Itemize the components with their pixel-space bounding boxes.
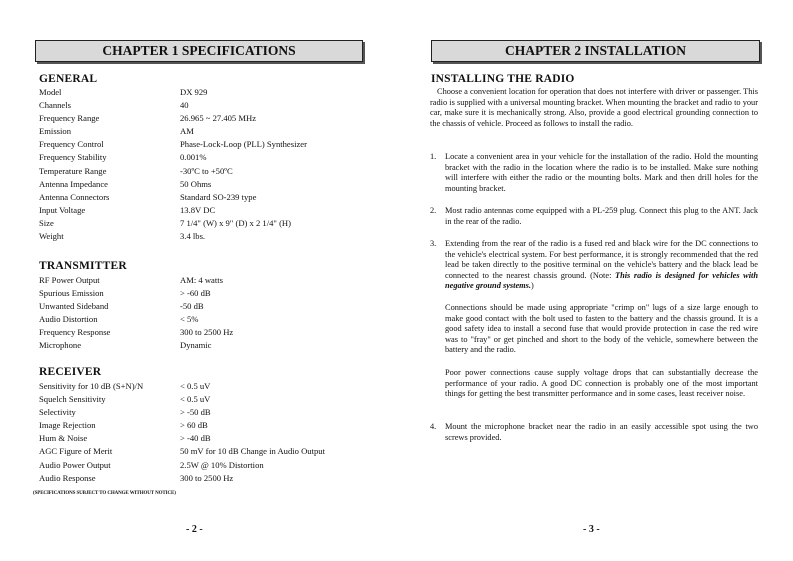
spec-label: Input Voltage [39,204,86,215]
general-spec-table [39,86,307,243]
spec-label: RF Power Output [39,275,100,285]
spec-label: Weight [39,231,64,242]
spec-row [39,191,307,204]
spec-label: Frequency Response [39,327,111,338]
spec-label: Audio Response [39,472,96,483]
spec-label: Antenna Impedance [39,178,108,189]
spec-label: Selectivity [39,407,76,418]
spec-value: Phase-Lock-Loop (PLL) Synthesizer [180,139,307,150]
spec-label: Frequency Range [39,113,100,124]
spec-label: Frequency Stability [39,152,107,163]
spec-label: Channels [39,100,71,111]
spec-row [39,230,307,243]
spec-value: DX 929 [180,87,208,97]
spec-label: Temperature Range [39,165,107,176]
instruction-item [430,152,758,194]
spec-label: Size [39,217,54,228]
spec-row [39,125,307,138]
spec-row [39,313,233,326]
spec-label: Audio Distortion [39,314,98,325]
installing-heading: INSTALLING THE RADIO [431,73,575,85]
spec-value: 50 mV for 10 dB Change in Audio Output [180,446,325,457]
spec-value: 13.8V DC [180,204,216,215]
chapter-1-title: CHAPTER 1 SPECIFICATIONS [35,40,363,62]
transmitter-spec-table [39,274,233,353]
spec-row [39,204,307,217]
spec-value: 50 Ohms [180,178,212,189]
spec-label: Squelch Sensitivity [39,394,106,405]
spec-row [39,406,325,419]
spec-value: Dynamic [180,340,212,351]
spec-row [39,300,233,313]
spec-value: AM: 4 watts [180,275,223,285]
instruction-item [430,239,758,292]
instruction-item [430,206,758,227]
spec-label: Hum & Noise [39,433,88,444]
item-number: 2. [430,206,437,215]
spec-label: Image Rejection [39,420,96,431]
spec-row [39,287,233,300]
spec-label: Emission [39,126,71,137]
spec-value: 2.5W @ 10% Distortion [180,459,264,470]
spec-row [39,112,307,125]
note-close: ) [531,281,534,290]
spec-value: 26.965 ~ 27.405 MHz [180,113,257,124]
spec-value: -30ºC to +50ºC [180,165,233,176]
right-page [396,0,793,561]
spec-value: 0.001% [180,152,207,163]
spec-value: 300 to 2500 Hz [180,327,234,338]
spec-value: -50 dB [180,301,204,312]
spec-value: < 5% [180,314,199,325]
spec-label: Frequency Control [39,139,104,150]
spec-value: < 0.5 uV [180,381,211,391]
spec-row [39,459,325,472]
spec-row [39,339,233,352]
item-number: 1. [430,152,437,161]
spec-row [39,432,325,445]
spec-value: > -60 dB [180,288,211,299]
spec-label: Model [39,87,62,97]
item-number: 3. [430,239,437,248]
spec-row [39,151,307,164]
item-text: Most radio antennas come equipped with a PL-259 plug. Connect this plug to the ANT. Jack in the rear of the radio. [445,206,758,226]
spec-value: < 0.5 uV [180,394,211,405]
item-text: Locate a convenient area in your vehicle for the installation of the radio. Hold the mounting bracket with the radio in the location where the radio is to be installed. Make sure nothing will interfere with either the radio or the mounting bolts. Mark and then drill holes for the mounting bracket. [445,152,758,193]
instruction-item [430,422,758,443]
spec-value: 300 to 2500 Hz [180,472,234,483]
spec-label: Microphone [39,340,82,351]
spec-row [39,445,325,458]
spec-row [39,326,233,339]
connections-paragraph: Connections should be made using appropriate "crimp on" lugs of a size large enough to make good contact with the bolt used to fasten to the battery and the chassis ground. It is a good safety idea to install a second fuse that would provide protection in case the red wire was to "fray" or get pinched and short to the body of the vehicle, somewhere between the battery and the radio. [445,303,758,354]
transmitter-heading: TRANSMITTER [39,260,127,272]
intro-paragraph: Choose a convenient location for operation that does not interfere with driver or passenger. This radio is supplied with a universal mounting bracket. When mounting the bracket and radio to your car, make sure it is mechanically strong. Also, provide a good electrical grounding connection to the chassis of vehicle. Proceed as follows to install the radio. [430,87,758,128]
spec-row [39,138,307,151]
spec-value: AM [180,126,194,137]
specifications-footnote: (SPECIFICATIONS SUBJECT TO CHANGE WITHOUT NOTICE) [33,491,176,496]
spec-label: AGC Figure of Merit [39,446,113,457]
general-heading: GENERAL [39,73,98,85]
item-text: Mount the microphone bracket near the radio in an easily accessible spot using the two screws provided. [445,422,758,442]
page-number: - 2 - [186,524,203,535]
spec-row [39,393,325,406]
spec-row [39,86,307,99]
item-number: 4. [430,422,437,431]
spec-row [39,99,307,112]
spec-value: 7 1/4" (W) x 9" (D) x 2 1/4" (H) [180,217,292,228]
spec-value: Standard SO-239 type [180,191,257,202]
spec-value: > -40 dB [180,433,211,444]
chapter-2-title: CHAPTER 2 INSTALLATION [431,40,760,62]
receiver-heading: RECEIVER [39,366,102,378]
power-paragraph: Poor power connections cause supply voltage drops that can substantially decrease the performance of your radio. A good DC connection is probably one of the most important things for getting the best transmitter performance and in some cases, least receiver noise. [445,368,758,398]
spec-value: > 60 dB [180,420,208,431]
receiver-spec-table [39,380,325,485]
spec-row [39,217,307,230]
spec-label: Antenna Connectors [39,191,110,202]
item-text [445,239,758,292]
spec-row [39,274,233,287]
note-open: (Note: [590,270,615,280]
spec-value: > -50 dB [180,407,211,418]
spec-row [39,178,307,191]
spec-row [39,472,325,485]
spec-label: Audio Power Output [39,459,111,470]
spec-row [39,165,307,178]
spec-row [39,380,325,393]
left-page [0,0,396,561]
page-number: - 3 - [583,524,600,535]
spec-value: 3.4 lbs. [180,231,206,242]
spec-label: Unwanted Sideband [39,301,109,312]
spec-label: Sensitivity for 10 dB (S+N)/N [39,381,144,391]
spec-label: Spurious Emission [39,288,104,299]
spec-value: 40 [180,100,189,111]
note-emphasis: This radio is designed for vehicles with negative ground systems. [445,270,759,290]
item-body: Extending from the rear of the radio is a fused red and black wire for the DC connections to the vehicle's electrical system. For best performance, it is strongly recommended that the red lead be taken directly to the positive terminal on the vehicle's battery and the black lead be connected to the nearest chassis ground. [445,239,758,280]
spec-row [39,419,325,432]
